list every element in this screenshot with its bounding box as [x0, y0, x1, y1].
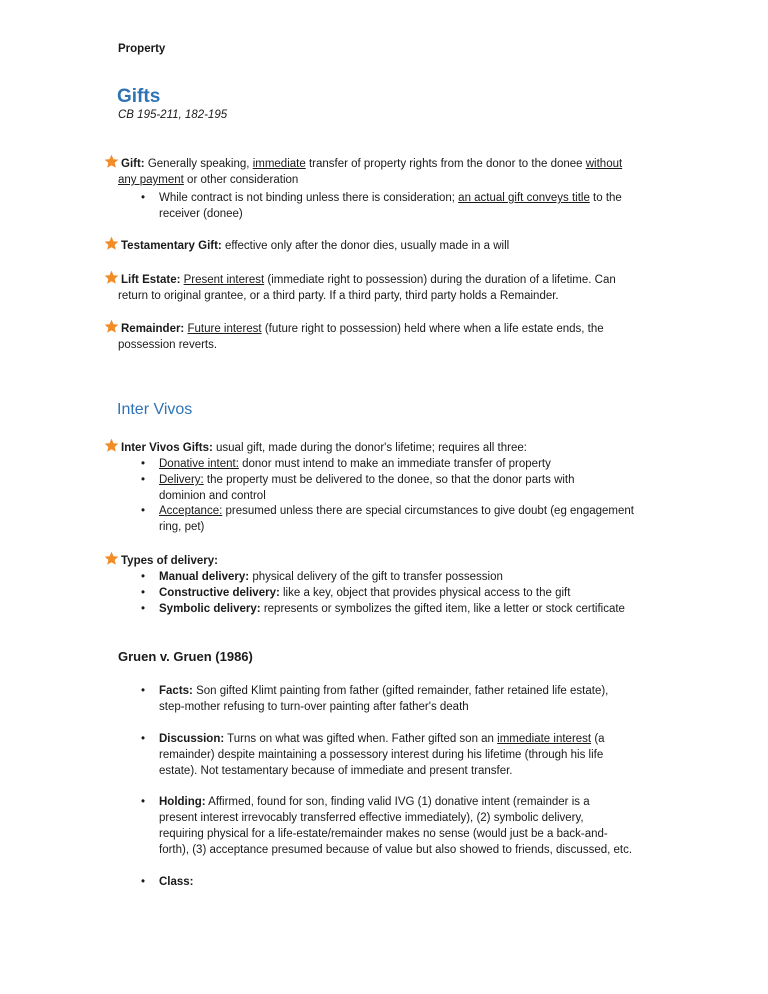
- delivery-text: like a key, object that provides physical access to the gift: [279, 587, 571, 599]
- list-item: [141, 456, 661, 472]
- remainder-text: (future right to possession) held where when a life estate ends, the: [261, 323, 604, 335]
- bullet-text: While contract is not binding unless there is consideration;: [159, 192, 459, 204]
- star-icon: [104, 154, 119, 169]
- bullet-icon: •: [141, 474, 146, 486]
- list-item: [141, 190, 661, 222]
- gift-text: transfer of property rights from the donor to the donee: [305, 158, 586, 170]
- case-facts: [141, 683, 661, 715]
- case-discussion: [141, 731, 661, 779]
- remainder-text: possession reverts.: [118, 339, 218, 351]
- list-item: [141, 601, 661, 617]
- delivery-text: represents or symbolizes the gifted item, like a letter or stock certificate: [260, 603, 625, 615]
- star-icon: [104, 319, 119, 334]
- inter-vivos-term: Inter Vivos Gifts:: [121, 442, 213, 454]
- delivery-text: physical delivery of the gift to transfer possession: [249, 571, 503, 583]
- bullet-icon: •: [141, 685, 146, 697]
- life-estate-underline: Present interest: [183, 274, 265, 286]
- testamentary-text: effective only after the donor dies, usually made in a will: [221, 240, 510, 252]
- discussion-underline: immediate interest: [497, 733, 592, 745]
- star-icon: [104, 438, 119, 453]
- gift-term: Gift:: [121, 158, 145, 170]
- gift-text: Generally speaking,: [144, 158, 253, 170]
- facts-text: Son gifted Klimt painting from father (gifted remainder, father retained life estate),: [192, 685, 609, 697]
- star-icon: [104, 551, 119, 566]
- holding-text: forth), (3) acceptance presumed because of value but also showed to friends, discussed, etc.: [159, 844, 633, 856]
- bullet-underline: an actual gift conveys title: [458, 192, 590, 204]
- gift-underline-without: without: [585, 158, 623, 170]
- gift-underline-immediate: immediate: [252, 158, 306, 170]
- facts-text: step-mother refusing to turn-over painting after father's death: [159, 701, 469, 713]
- case-heading: Gruen v. Gruen (1986): [118, 649, 253, 664]
- requirement-label: Delivery:: [159, 474, 204, 486]
- gift-underline-payment: any payment: [118, 174, 184, 186]
- case-class: [141, 874, 661, 890]
- page-header: Property: [118, 43, 166, 55]
- life-estate-text: (immediate right to possession) during the duration of a lifetime. Can: [264, 274, 616, 286]
- bullet-icon: •: [141, 505, 146, 517]
- life-estate-text: return to original grantee, or a third party. If a third party, third party holds a Remainder.: [118, 290, 559, 302]
- bullet-icon: •: [141, 733, 146, 745]
- bullet-icon: •: [141, 192, 146, 204]
- star-icon: [104, 236, 119, 251]
- discussion-text: estate). Not testamentary because of immediate and present transfer.: [159, 765, 513, 777]
- delivery-types-term: Types of delivery:: [121, 555, 218, 567]
- delivery-label: Symbolic delivery:: [159, 603, 261, 615]
- case-holding: [141, 794, 661, 858]
- bullet-text: receiver (donee): [159, 208, 243, 220]
- list-item: [141, 472, 661, 504]
- page-subtitle: CB 195-211, 182-195: [118, 109, 228, 121]
- delivery-label: Manual delivery:: [159, 571, 250, 583]
- bullet-icon: •: [141, 458, 146, 470]
- holding-text: requiring physical for a life-estate/remainder makes no sense (would just be a back-and-: [159, 828, 608, 840]
- requirement-text: the property must be delivered to the donee, so that the donor parts with: [203, 474, 575, 486]
- facts-label: Facts:: [159, 685, 193, 697]
- remainder-term: Remainder:: [121, 323, 185, 335]
- inter-vivos-text: usual gift, made during the donor's lifetime; requires all three:: [212, 442, 527, 454]
- bullet-icon: •: [141, 603, 146, 615]
- bullet-icon: •: [141, 587, 146, 599]
- requirement-text: presumed unless there are special circumstances to give doubt (eg engagement: [222, 505, 634, 517]
- list-item: [141, 569, 661, 585]
- life-estate-definition: [104, 270, 664, 304]
- discussion-label: Discussion:: [159, 733, 225, 745]
- page-title: Gifts: [117, 86, 161, 107]
- requirement-label: Donative intent:: [159, 458, 239, 470]
- inter-vivos-definition: [104, 438, 664, 456]
- section-heading-inter-vivos: Inter Vivos: [117, 401, 193, 418]
- star-icon: [104, 270, 119, 285]
- gift-text: or other consideration: [183, 174, 299, 186]
- testamentary-definition: [104, 236, 664, 254]
- holding-text: present interest irrevocably transferred effective immediately), (2) symbolic delivery,: [159, 812, 584, 824]
- class-label: Class:: [159, 876, 194, 888]
- requirement-label: Acceptance:: [159, 505, 223, 517]
- remainder-definition: [104, 319, 664, 353]
- requirement-text: dominion and control: [159, 490, 266, 502]
- discussion-text: remainder) despite maintaining a possessory interest during his lifetime (through his life: [159, 749, 604, 761]
- remainder-underline: Future interest: [187, 323, 262, 335]
- gift-definition: [104, 154, 664, 188]
- bullet-icon: •: [141, 876, 146, 888]
- bullet-text: to the: [589, 192, 622, 204]
- requirement-text: donor must intend to make an immediate transfer of property: [238, 458, 551, 470]
- bullet-icon: •: [141, 571, 146, 583]
- list-item: [141, 503, 661, 535]
- life-estate-term: Lift Estate:: [121, 274, 181, 286]
- list-item: [141, 585, 661, 601]
- discussion-text: Turns on what was gifted when. Father gifted son an: [224, 733, 498, 745]
- holding-text: Affirmed, found for son, finding valid IVG (1) donative intent (remainder is a: [205, 796, 590, 808]
- discussion-text: (a: [591, 733, 605, 745]
- holding-label: Holding:: [159, 796, 206, 808]
- delivery-label: Constructive delivery:: [159, 587, 280, 599]
- requirement-text: ring, pet): [159, 521, 205, 533]
- delivery-types: [104, 551, 664, 569]
- testamentary-term: Testamentary Gift:: [121, 240, 222, 252]
- bullet-icon: •: [141, 796, 146, 808]
